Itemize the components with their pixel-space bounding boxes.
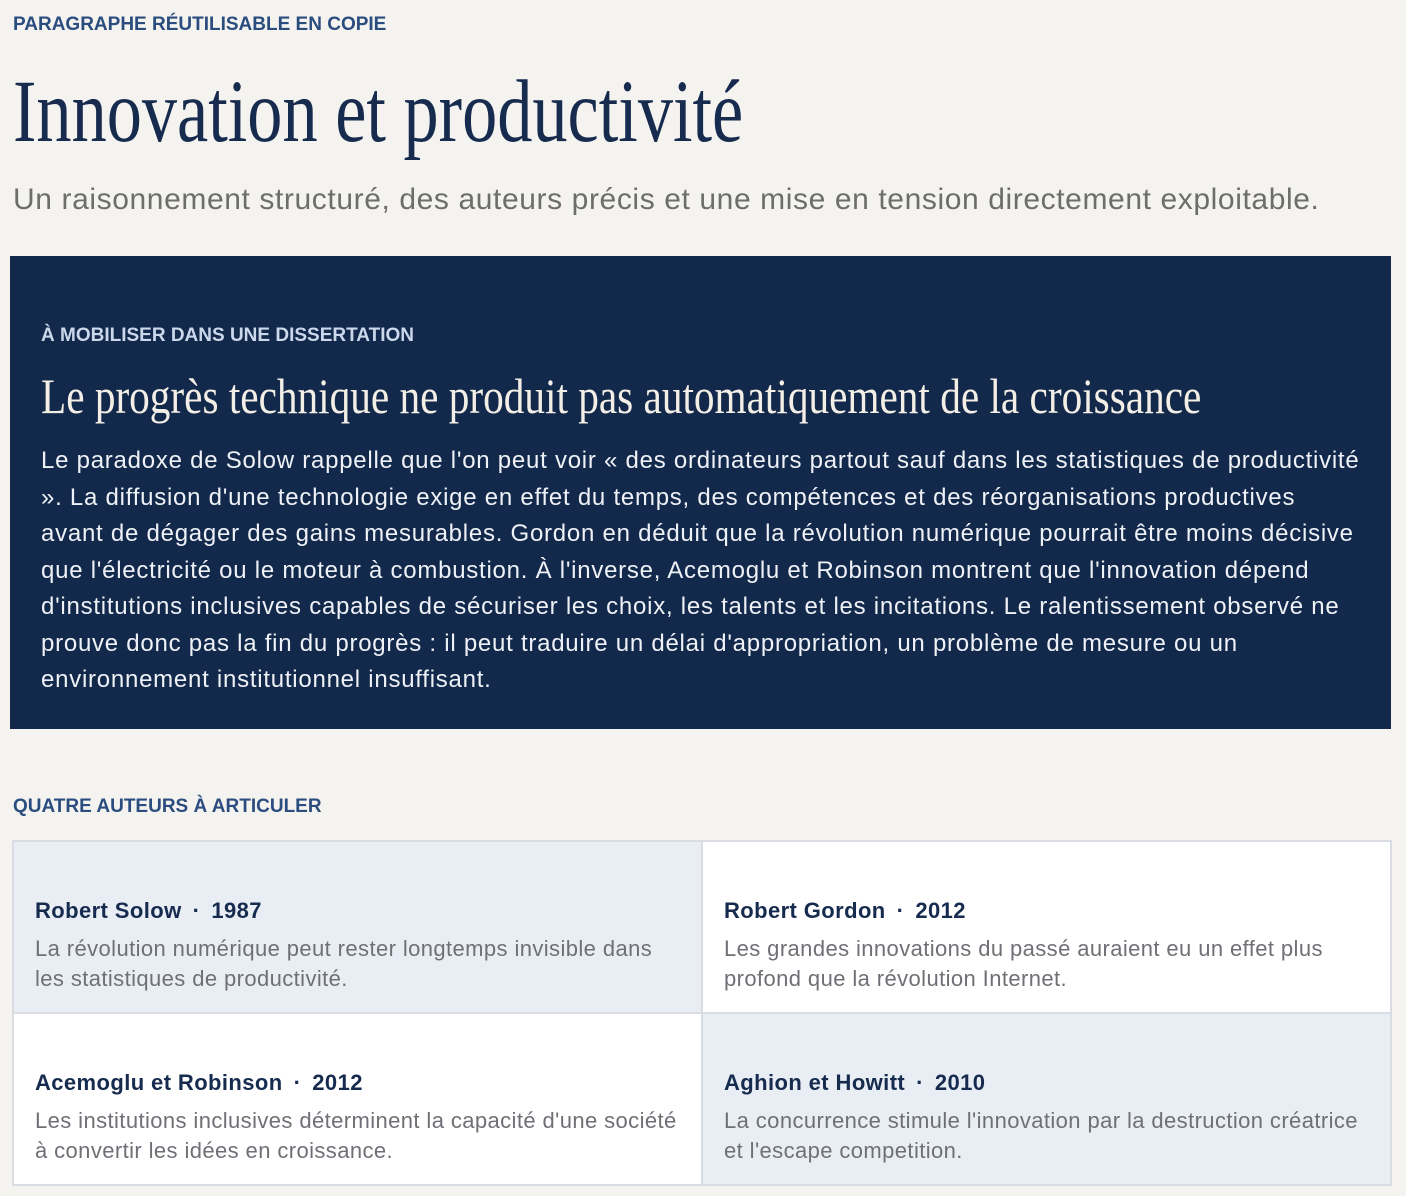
author-card: [14, 842, 701, 1012]
author-card-summary: La révolution numérique peut rester longtemps invisible dans les statistiques de productivité.: [35, 936, 653, 991]
author-card-separator: ·: [192, 898, 201, 923]
author-card-title: [35, 897, 681, 925]
page-title: [13, 62, 1406, 162]
page-eyebrow: PARAGRAPHE RÉUTILISABLE EN COPIE: [13, 14, 387, 35]
author-card-year: 2012: [312, 1070, 363, 1095]
page-title-text: Innovation et productivité: [13, 63, 744, 161]
author-card-summary: La concurrence stimule l'innovation par la destruction créatrice et l'escape competition.: [724, 1108, 1358, 1163]
author-card-year: 2010: [934, 1070, 986, 1095]
author-card-name: Robert Gordon: [724, 898, 886, 923]
author-card-title: [724, 1069, 1370, 1097]
author-card-separator: ·: [293, 1070, 302, 1095]
author-card-separator: ·: [916, 1070, 924, 1095]
author-card: [703, 1014, 1390, 1184]
author-card-summary: Les grandes innovations du passé auraient eu un effet plus profond que la révolution Internet.: [724, 936, 1323, 991]
author-card-name: Acemoglu et Robinson: [35, 1070, 283, 1095]
callout-heading: [41, 366, 1361, 426]
callout-paragraph: Le paradoxe de Solow rappelle que l'on peut voir « des ordinateurs partout sauf dans les statistiques de productivité ». La diffusion d'une technologie exige en effet du temps, des compétences et des réorganisations productives avant de dégager des gains mesurables. Gordon en déduit que la révolution numérique pourrait être moins décisive que l'électricité ou le moteur à combustion. À l'inverse, Acemoglu et Robinson montrent que l'innovation dépend d'institutions inclusives capables de sécuriser les choix, les talents et les incitations. Le ralentissement observé ne prouve donc pas la fin du progrès : il peut traduire un délai d'appropriation, un problème de mesure ou un environnement institutionnel insuffisant.: [41, 447, 1360, 693]
authors-section-label: QUATRE AUTEURS À ARTICULER: [13, 796, 322, 817]
author-card-year: 2012: [915, 898, 966, 923]
author-card-year: 1987: [211, 898, 262, 923]
author-card-separator: ·: [896, 898, 905, 923]
author-card-summary: Les institutions inclusives déterminent la capacité d'une société à convertir les idées en croissance.: [35, 1108, 677, 1163]
callout-eyebrow: À MOBILISER DANS UNE DISSERTATION: [41, 325, 414, 346]
callout-heading-text: Le progrès technique ne produit pas automatiquement de la croissance: [41, 368, 1202, 424]
page-subtitle: Un raisonnement structuré, des auteurs précis et une mise en tension directement exploitable.: [13, 183, 1320, 216]
author-card-name: Aghion et Howitt: [724, 1070, 906, 1095]
authors-grid: [12, 840, 1392, 1186]
callout-panel: [10, 256, 1391, 729]
author-card-name: Robert Solow: [35, 898, 182, 923]
author-card-title: [724, 897, 1370, 925]
author-card: [703, 842, 1390, 1012]
author-card-title: [35, 1069, 681, 1097]
author-card: [14, 1014, 701, 1184]
